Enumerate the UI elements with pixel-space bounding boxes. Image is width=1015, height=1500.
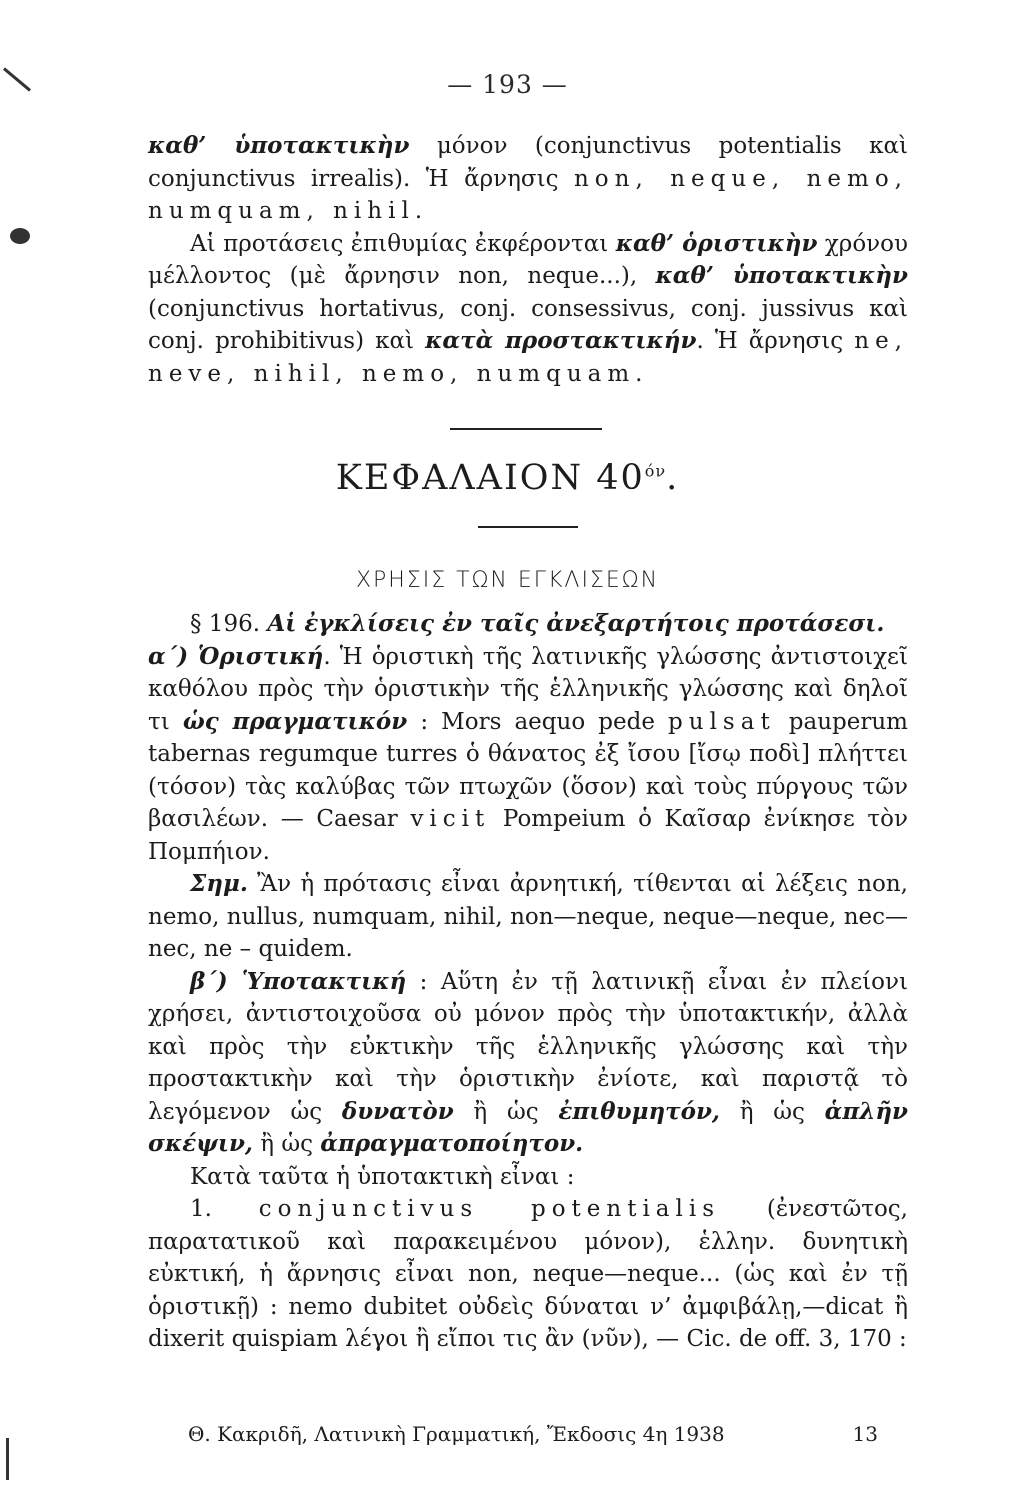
page-footer (188, 1422, 878, 1446)
page-number: — 193 — (447, 70, 568, 99)
divider-rule (450, 428, 602, 430)
chapter-subtitle: ΧΡΗΣΙΣ ΤΩΝ ΕΓΚΛΙΣΕΩΝ (355, 568, 660, 593)
section-heading: § 196. Αἱ ἐγκλίσεις ἐν ταῖς ἀνεξαρτήτοις προτάσεσι. (190, 610, 885, 637)
paragraph-accordingly: Κατὰ ταῦτα ἡ ὑποτακτικὴ εἶναι : (190, 1163, 575, 1190)
margin-speck (6, 1438, 9, 1480)
section-196 (148, 608, 908, 1356)
chapter-heading: ΚΕΦΑΛΑΙΟΝ $40^{ό\nu}$. (335, 458, 680, 498)
intro-paragraphs (148, 130, 908, 390)
divider-rule (478, 526, 578, 528)
paragraph-1: καθ’ ὑποτακτικὴν μόνον (conjunctivus potentialis καὶ conjunctivus irrealis). Ἡ ἄρνησις non, neque, nemo, numquam, nihil. (148, 132, 908, 224)
paragraph-potentialis: 1. conjunctivus potentialis (ἐνεστῶτος, παρατατικοῦ καὶ παρακειμένου μόνον), ἑλλην. δυνητικὴ εὐκτική, ἡ ἄρνησις εἶναι non, neque—neque... (ὡς καὶ ἐν τῇ ὁριστικῇ) : nemo dubitet οὐδεὶς δύναται ν’ ἀμφιβάλῃ,—dicat ἢ dixerit quispiam λέγοι ἢ εἴποι τις ἂν (νῦν), — Cic. de off. 3, 170 : (148, 1196, 908, 1352)
paragraph-indicative: α΄) Ὁριστική. Ἡ ὁριστικὴ τῆς λατινικῆς γλώσσης ἀντιστοιχεῖ καθόλου πρὸς τὴν ὁριστικὴν τῆς ἑλληνικῆς γλώσσης καὶ δηλοῖ τι ὡς πραγματικόν : Mors aequo pede pulsat pauperum tabernas regumque turres ὁ θάνατος ἐξ ἴσου [ἴσῳ ποδὶ] πλήττει (τόσον) τὰς καλύβας τῶν πτωχῶν (ὅσον) καὶ τοὺς πύργους τῶν βασιλέων. — Caesar vicit Pompeium ὁ Καῖσαρ ἐνίκησε τὸν Πομπήιον. (148, 642, 908, 865)
footer-citation: Θ. Κακριδῆ, Λατινικὴ Γραμματική, Ἔκδοσις 4η 1938 (188, 1422, 725, 1446)
paragraph-note: Σημ. Ἂν ἡ πρότασις εἶναι ἀρνητική, τίθενται αἱ λέξεις non, nemo, nullus, numquam, nihil, non—neque, neque—neque, nec—nec, ne – quidem. (148, 870, 908, 962)
margin-speck (10, 228, 30, 244)
paragraph-subjunctive: β΄) Ὑποτακτική : Αὕτη ἐν τῇ λατινικῇ εἶναι ἐν πλείονι χρήσει, ἀντιστοιχοῦσα οὐ μόνον πρὸς τὴν ὑποτακτικήν, ἀλλὰ καὶ πρὸς τὴν εὐκτικὴν τῆς ἑλληνικῆς γλώσσης καὶ τὴν προστακτικὴν καὶ τὴν ὁριστικὴν ἐνίοτε, καὶ παριστᾷ τὸ λεγόμενον ὡς δυνατὸν ἢ ὡς ἐπιθυμητόν, ἢ ὡς ἁπλῆν σκέψιν, ἢ ὡς ἀπραγματοποίητον. (148, 967, 908, 1157)
footer-signature-number: 13 (852, 1422, 878, 1446)
paragraph-2: Αἱ προτάσεις ἐπιθυμίας ἐκφέρονται καθ’ ὁριστικὴν χρόνου μέλλοντος (μὲ ἄρνησιν non, neque...), καθ’ ὑποτακτικὴν (conjunctivus hortativus, conj. consessivus, conj. jussivus καὶ conj. prohibitivus) καὶ κατὰ προστακτικήν. Ἡ ἄρνησις ne, neve, nihil, nemo, numquam. (148, 229, 908, 387)
